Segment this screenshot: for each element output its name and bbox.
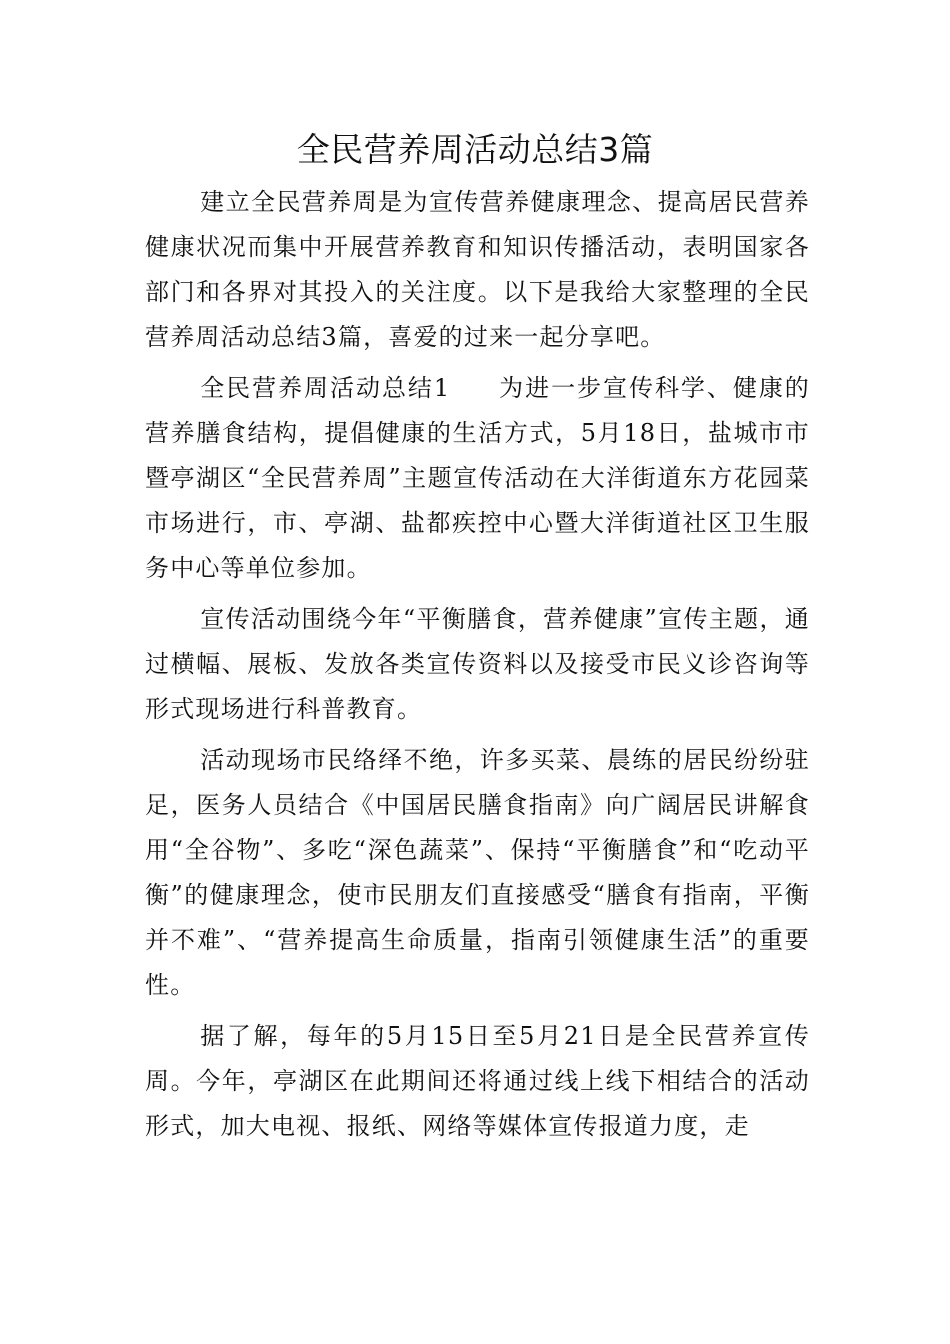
intro-paragraph: 建立全民营养周是为宣传营养健康理念、提高居民营养健康状况而集中开展营养教育和知识传播活动，表明国家各部门和各界对其投入的关注度。以下是我给大家整理的全民营养周活动总结3篇，喜爱的过来一起分享吧。: [145, 188, 810, 351]
section-heading: 全民营养周活动总结1: [200, 374, 451, 402]
body-paragraph: 宣传活动围绕今年“平衡膳食，营养健康”宣传主题，通过横幅、展板、发放各类宣传资料以及接受市民义诊咨询等形式现场进行科普教育。: [145, 605, 810, 723]
document-title: 全民营养周活动总结3篇: [296, 130, 654, 169]
body-paragraph: 据了解，每年的5月15日至5月21日是全民营养宣传周。今年，亭湖区在此期间还将通过线上线下相结合的活动形式，加大电视、报纸、网络等媒体宣传报道力度，走: [145, 1022, 810, 1140]
document-body: [145, 180, 810, 1155]
section-text: 为进一步宣传科学、健康的营养膳食结构，提倡健康的生活方式，5月18日，盐城市市暨亭湖区“全民营养周”主题宣传活动在大洋街道东方花园菜市场进行，市、亭湖、盐都疾控中心暨大洋街道社区卫生服务中心等单位参加。: [145, 374, 810, 582]
body-paragraph: 活动现场市民络绎不绝，许多买菜、晨练的居民纷纷驻足，医务人员结合《中国居民膳食指南》向广阔居民讲解食用“全谷物”、多吃“深色蔬菜”、保持“平衡膳食”和“吃动平衡”的健康理念，使市民朋友们直接感受“膳食有指南，平衡并不难”、“营养提高生命质量，指南引领健康生活”的重要性。: [145, 746, 810, 999]
section-paragraph: [145, 366, 810, 591]
